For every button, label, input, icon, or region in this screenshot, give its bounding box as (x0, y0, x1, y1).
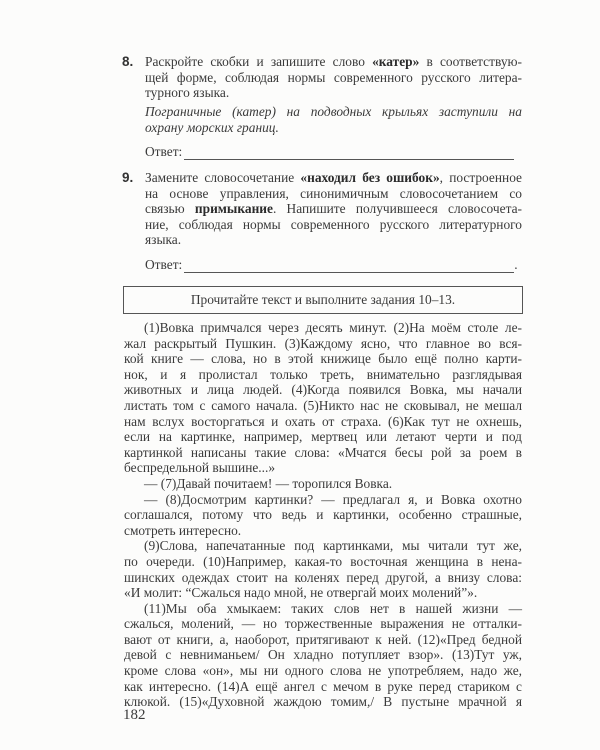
text-line: (9)Слова, напечатанные под картинками, мы читали тут же, (144, 538, 522, 554)
instruction-box: Прочитайте текст и выполните задания 10–13. (123, 286, 523, 314)
text-line: жал раскрытый Пушкин. (3)Каждому ясно, что главное во вся- (124, 335, 522, 351)
task-8-text (145, 54, 522, 101)
task-8-number: 8. (122, 54, 134, 69)
text-segment: Раскройте скобки и запишите слово (145, 54, 373, 69)
text-line: листать том с самого начала. (5)Никто нас не сковывал, не мешал (124, 397, 522, 413)
text-segment: . Напишите получившееся словосочета- (272, 201, 522, 217)
text-line: беспредельной вышине...» (124, 460, 276, 476)
text-line (145, 201, 522, 217)
text-segment: турного языка. (145, 85, 230, 101)
text-line (145, 70, 522, 86)
task-9-text (145, 170, 522, 248)
text-line: если на картинке, например, мертвец или летают черти и под (124, 429, 522, 445)
text-line (145, 85, 522, 101)
answer-label: Ответ: (145, 144, 183, 159)
text-line: — (8)Досмотрим картинки? — предлагал я, и Вовка охотно (144, 491, 522, 507)
text-line (145, 54, 522, 70)
text-segment: в соответствую- (419, 54, 522, 69)
answer-field[interactable] (184, 262, 514, 273)
text-line (145, 186, 522, 202)
text-line: нок, и я пролистал только треть, внимательно разглядывая (124, 366, 522, 382)
task-9-answer (145, 257, 518, 273)
example-line: охрану морских границ. (145, 119, 279, 135)
answer-field[interactable] (184, 149, 514, 160)
text-segment: ние, соблюдая нормы современного русского литературного (145, 216, 522, 232)
example-line: Пограничные (катер) на подводных крыльях заступили на (145, 104, 522, 119)
text-line (145, 170, 522, 186)
text-line: девой с невниманьем/ Он хладно потупляет взор». (13)Тут уж, (124, 647, 522, 663)
text-line: (1)Вовка примчался через десять минут. (2)На моём столе ле- (144, 320, 522, 335)
answer-end: . (514, 257, 518, 272)
text-line (145, 217, 522, 233)
text-line (145, 232, 522, 248)
text-segment: Замените словосочетание (145, 170, 301, 185)
task-8-answer (145, 144, 514, 160)
text-line: соглашался, потому что ведь и картинки, особенно страшные, (124, 507, 522, 523)
text-line: сжалься, молений, — но торжественные выражения не отталки- (124, 616, 522, 632)
bold-term: «находил без ошибок» (300, 170, 440, 185)
bold-term: «катер» (372, 54, 420, 69)
text-line: — (7)Давай почитаем! — торопился Вовка. (144, 475, 393, 491)
text-line: смотреть интересно. (124, 522, 242, 538)
text-segment: , построенное (439, 170, 522, 185)
text-line: кой книге — слова, но в этой книжице было ещё полно карти- (124, 351, 522, 367)
text-segment: на основе управления, синонимичным словосочетанием со (145, 185, 522, 201)
text-line: нам вслух восторгаться и охать от страха. (6)Как тут не охнешь, (124, 413, 522, 429)
text-segment: связью (145, 201, 195, 217)
text-line: кроме слова «он», мы ни одного слова не употребляем, надо же, (124, 663, 522, 679)
text-line: по очереди. (10)Например, какая-то восточная женщина в нена- (124, 553, 522, 569)
text-segment: языка. (145, 232, 182, 248)
text-line: картинкой написаны такие слова: «Мчатся бесы рой за роем в (124, 444, 522, 460)
task-9-number: 9. (122, 170, 134, 185)
text-line: животных и лица людей. (4)Когда появился Вовка, мы начали (124, 382, 522, 398)
answer-label: Ответ: (145, 257, 183, 272)
text-line: «И молит: “Сжалься надо мной, не отвергай моих молений”». (124, 585, 478, 601)
text-line: как интересно. (14)А ещё ангел с мечом в руке перед стариком с (124, 678, 522, 694)
page-number: 182 (123, 707, 146, 723)
text-line: вают от книги, а, наоборот, притягивают к ней. (12)«Пред бедной (124, 631, 522, 647)
text-segment: щей форме, соблюдая нормы современного русского литера- (145, 69, 522, 85)
text-line: шинских одеждах стоит на коленях перед другой, а внизу слова: (124, 569, 522, 585)
task-8-example (145, 104, 522, 135)
reading-text (124, 320, 522, 710)
text-line: клюкой. (15)«Духовной жаждою томим,/ В пустыне мрачной я (124, 694, 522, 710)
text-line: (11)Мы оба хмыкаем: таких слов нет в нашей жизни — (144, 600, 522, 616)
bold-term: примыкание (194, 201, 273, 217)
